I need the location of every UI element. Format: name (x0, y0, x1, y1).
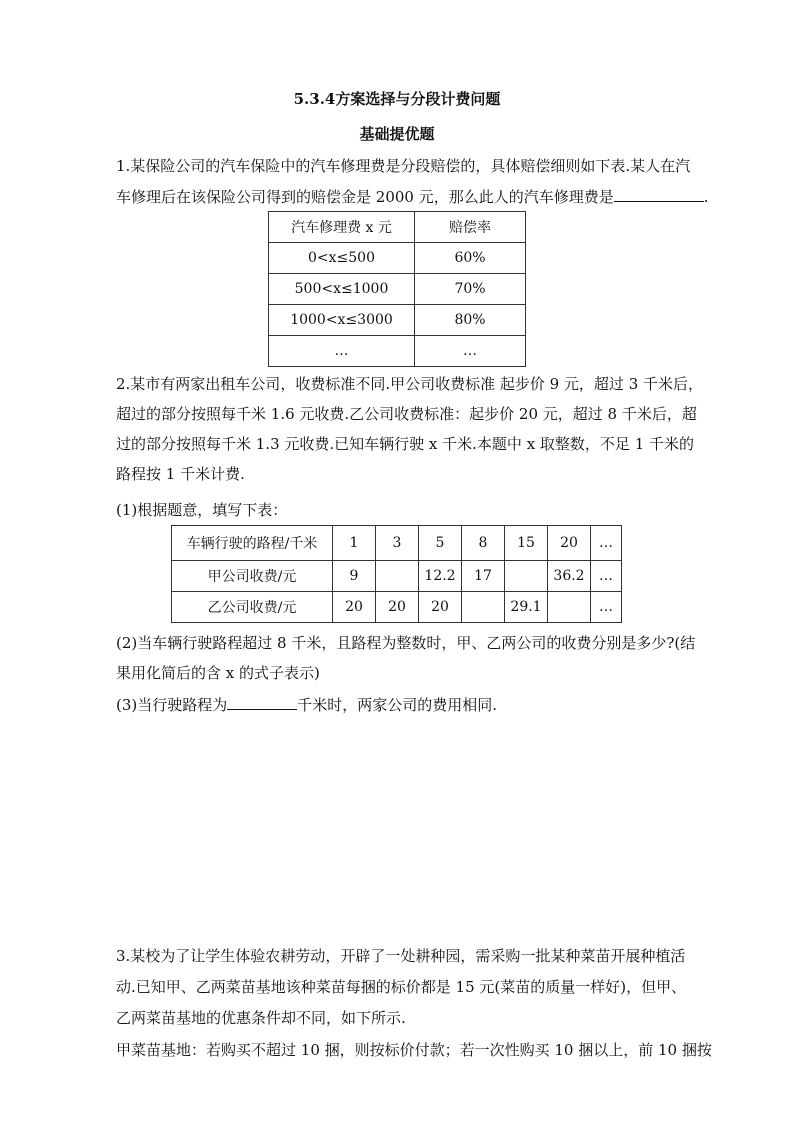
q2-part-2-line-2: 果用化简后的含 x 的式子表示) (116, 664, 320, 682)
q2-fare-table (171, 525, 622, 623)
q2-part-3 (116, 694, 497, 715)
table-header-row (269, 212, 526, 243)
q3-text-line-2: 动.已知甲、乙两菜苗基地该种菜苗每捆的标价都是 15 元(菜苗的质量一样好)，但甲、 (116, 978, 687, 996)
q2-text-line-1: 2.某市有两家出租车公司，收费标准不同.甲公司收费标准 起步价 9 元，超过 3 千米后， (116, 375, 704, 393)
table-row (172, 561, 622, 592)
table-header-cell: 赔偿率 (415, 212, 526, 243)
table-cell: 500<x≤1000 (269, 274, 415, 305)
q3-text-line-1: 3.某校为了让学生体验农耕劳动，开辟了一处耕种园，需采购一批某种菜苗开展种植活 (116, 947, 686, 965)
table-cell (376, 561, 419, 592)
q1-compensation-table (268, 211, 526, 367)
table-cell: … (415, 336, 526, 367)
table-cell: 17 (462, 561, 505, 592)
table-cell: 20 (333, 592, 376, 623)
table-cell (462, 592, 505, 623)
table-cell: 3 (376, 526, 419, 561)
table-row (172, 592, 622, 623)
table-cell: 车辆行驶的路程/千米 (172, 526, 333, 561)
table-row (269, 336, 526, 367)
table-cell: 20 (376, 592, 419, 623)
q1-period: . (703, 188, 709, 206)
table-cell: 1 (333, 526, 376, 561)
q2-part-3-text: (3)当行驶路程为 (116, 696, 228, 714)
table-row (172, 526, 622, 561)
table-cell: 12.2 (419, 561, 462, 592)
table-cell: 1000<x≤3000 (269, 305, 415, 336)
table-cell: 29.1 (505, 592, 548, 623)
table-cell: 70% (415, 274, 526, 305)
table-cell (548, 592, 591, 623)
q2-part-1: (1)根据题意，填写下表： (116, 501, 288, 519)
q1-text-line-1: 1.某保险公司的汽车保险中的汽车修理费是分段赔偿的，具体赔偿细则如下表.某人在汽 (116, 157, 691, 175)
q2-part-2-line-1: (2)当车辆行驶路程超过 8 千米，且路程为整数时，甲、乙两公司的收费分别是多少?(结 (116, 634, 696, 652)
table-row (269, 243, 526, 274)
table-cell: 60% (415, 243, 526, 274)
table-cell: 乙公司收费/元 (172, 592, 333, 623)
table-cell: 20 (548, 526, 591, 561)
q1-answer-blank (614, 186, 704, 202)
table-cell: … (269, 336, 415, 367)
table-cell: 5 (419, 526, 462, 561)
table-header-cell: 汽车修理费 x 元 (269, 212, 415, 243)
q2-text-line-3: 过的部分按照每千米 1.3 元收费.已知车辆行驶 x 千米.本题中 x 取整数，不足 1 千米的 (116, 435, 695, 453)
q1-text-line-2 (116, 186, 709, 207)
table-cell: 0<x≤500 (269, 243, 415, 274)
table-cell: 36.2 (548, 561, 591, 592)
table-cell (505, 561, 548, 592)
q3-text-line-3: 乙两菜苗基地的优惠条件却不同，如下所示. (116, 1009, 406, 1027)
section-heading: 基础提优题 (359, 125, 435, 143)
table-cell: 甲公司收费/元 (172, 561, 333, 592)
table-cell: … (591, 592, 622, 623)
table-cell: 80% (415, 305, 526, 336)
table-cell: … (591, 526, 622, 561)
table-cell: 15 (505, 526, 548, 561)
table-cell: 9 (333, 561, 376, 592)
document-title: 5.3.4方案选择与分段计费问题 (293, 90, 501, 108)
q2-text-line-4: 路程按 1 千米计费. (116, 465, 245, 483)
q2-part-3-text-end: 千米时，两家公司的费用相同. (297, 696, 498, 714)
q3-text-line-4: 甲菜苗基地：若购买不超过 10 捆，则按标价付款；若一次性购买 10 捆以上，前 10 捆按 (116, 1041, 712, 1059)
table-cell: 8 (462, 526, 505, 561)
table-row (269, 305, 526, 336)
table-cell: … (591, 561, 622, 592)
q2-answer-blank (227, 694, 297, 710)
table-cell: 20 (419, 592, 462, 623)
table-row (269, 274, 526, 305)
q1-text: 车修理后在该保险公司得到的赔偿金是 2000 元，那么此人的汽车修理费是 (116, 188, 614, 206)
q2-text-line-2: 超过的部分按照每千米 1.6 元收费.乙公司收费标准：起步价 20 元，超过 8 千米后，超 (116, 405, 697, 423)
